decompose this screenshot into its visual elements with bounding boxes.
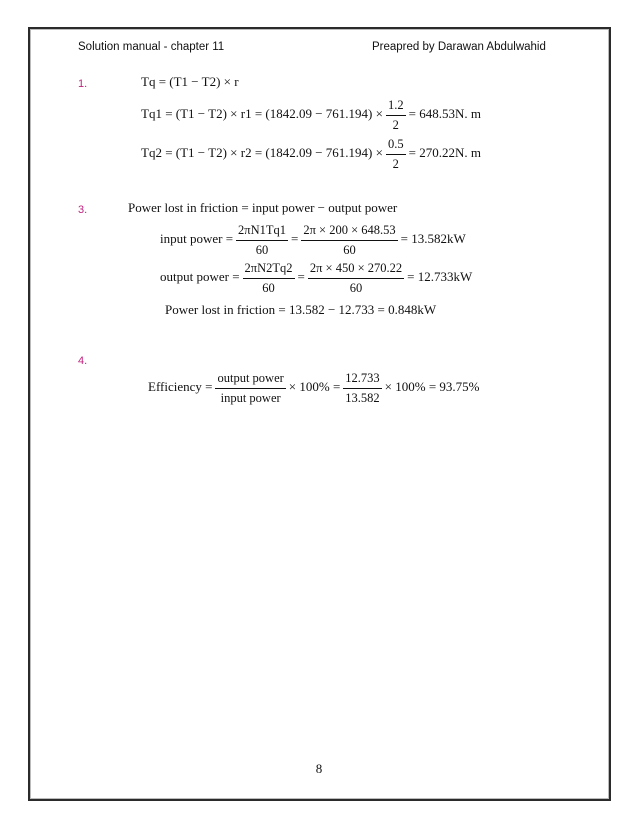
torque-tq1-equation [141,99,481,131]
input-power-equals: = [291,230,299,246]
efficiency-equation [148,372,480,404]
tq2-result: = 270.22N. m [408,144,481,160]
output-power-numerator-1: 2πN2Tq2 [243,262,295,279]
tq1-fraction [386,99,406,131]
input-power-fraction-1 [236,224,288,256]
input-power-fraction-2 [301,224,397,256]
power-lost-formula: Power lost in friction = input power − output power [128,200,398,215]
output-power-label: output power = [160,268,240,284]
input-power-denominator-1: 60 [255,242,269,257]
efficiency-label: Efficiency = [148,378,213,394]
page-number: 8 [315,761,323,776]
tq1-result: = 648.53N. m [408,105,481,121]
efficiency-fraction-2 [343,372,381,404]
efficiency-fraction-1 [215,372,285,404]
efficiency-result: × 100% = 93.75% [384,378,480,394]
tq1-denominator: 2 [392,117,399,132]
tq2-denominator: 2 [392,156,399,171]
efficiency-mid: × 100% = [288,378,341,394]
input-power-numerator-1: 2πN1Tq1 [236,224,288,241]
output-power-denominator-2: 60 [349,280,363,295]
header-author: Preapred by Darawan Abdulwahid [372,41,546,53]
efficiency-numerator-1: output power [215,372,285,389]
output-power-denominator-1: 60 [262,280,275,295]
output-power-equals: = [297,268,305,284]
output-power-result: = 12.733kW [407,268,473,284]
header-title: Solution manual - chapter 11 [78,41,225,53]
input-power-denominator-2: 60 [343,242,356,257]
item-number-4: 4. [78,355,88,367]
input-power-equation [160,224,466,256]
tq2-lhs: Tq2 = (T1 − T2) × r2 = (1842.09 − 761.194) × [141,144,383,160]
efficiency-numerator-2: 12.733 [343,372,381,389]
efficiency-denominator-2: 13.582 [345,390,380,405]
item-number-3: 3. [78,204,88,216]
torque-formula: Tq = (T1 − T2) × r [141,74,239,89]
input-power-result: = 13.582kW [400,230,466,246]
item-number-1: 1. [78,78,88,90]
tq1-numerator: 1.2 [386,99,406,116]
torque-tq2-equation [141,138,481,170]
output-power-numerator-2: 2π × 450 × 270.22 [308,262,404,279]
input-power-numerator-2: 2π × 200 × 648.53 [301,224,397,241]
output-power-fraction-2 [308,262,404,294]
tq2-fraction [386,138,406,170]
power-lost-result: Power lost in friction = 13.582 − 12.733 = 0.848kW [165,302,437,317]
output-power-equation [160,262,472,294]
output-power-fraction-1 [243,262,295,294]
tq2-numerator: 0.5 [386,138,406,155]
efficiency-denominator-1: input power [220,390,281,405]
input-power-label: input power = [160,230,234,246]
tq1-lhs: Tq1 = (T1 − T2) × r1 = (1842.09 − 761.194) × [141,105,383,121]
